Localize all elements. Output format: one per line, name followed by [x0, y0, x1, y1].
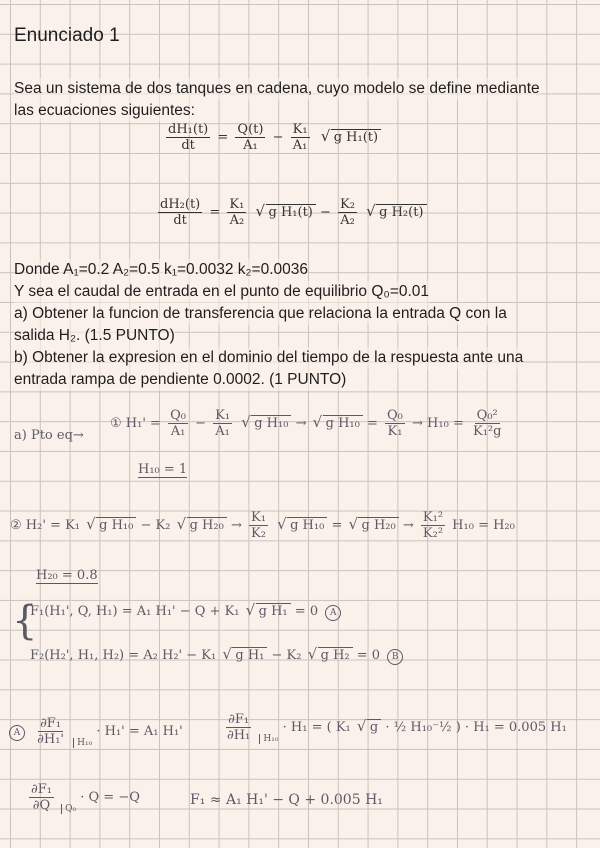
f2-tag: B — [387, 649, 403, 665]
pd2-frac — [225, 712, 252, 743]
f2-root-2: √ g H₂ — [318, 647, 353, 663]
system-brace: { — [12, 598, 38, 644]
pd1-num: ∂F₁ — [40, 716, 62, 731]
n1-f1-den: A₁ — [170, 424, 186, 439]
note-a-label: a) Pto eq→ — [14, 428, 84, 443]
parameters-line: Donde A₁=0.2 A₂=0.5 k₁=0.0032 k₂=0.0036 — [14, 259, 308, 281]
note-step-1: ① H₁' = $\frac{\text{Q₀}}{\text{A₁}}$ − $\frac{\text{K₁}}{\text{A₁}}$ √ g H₁₀ → √ g H₁₀ = $\frac{\text{Q₀}}{\text{K₁}}$ → H₁₀ = $\frac{\text{Q₀²}}{\text{K₁²g}}$ — [110, 408, 506, 439]
pd2-end: ) · H₁ = 0.005 H₁ — [455, 720, 567, 735]
eq1-root: √ g H₁(t) — [331, 129, 381, 145]
part-a-line-2: salida H₂. (1.5 PUNTO) — [14, 325, 175, 347]
pd1-rhs: · H₁' = A₁ H₁' — [96, 724, 183, 739]
note-final: F₁ ≈ A₁ H₁' − Q + 0.005 H₁ — [190, 792, 383, 808]
f1-tag: A — [325, 605, 341, 621]
n2-f1-den: K₂ — [251, 526, 266, 541]
pd3-num: ∂F₁ — [31, 782, 52, 797]
eq2-root-1: √ g H₁(t) — [266, 204, 316, 220]
pd1-tag: A — [9, 725, 25, 741]
n1-f2-den: A₁ — [215, 424, 230, 439]
eq2-term1 — [227, 197, 246, 228]
eq1-lhs — [166, 122, 210, 153]
note-pd2 — [222, 712, 567, 744]
f2-expr: F₂(H₂', H₁, H₂) = A₂ H₂' − K₁ — [30, 648, 217, 663]
n2-arrow-2: → — [402, 518, 414, 533]
n1-eq: = — [366, 416, 378, 431]
eq2-term2 — [338, 197, 357, 228]
pd2-mid: · H₁ = ( K₁ — [282, 720, 351, 735]
pd2-den: ∂H₁ — [227, 728, 251, 743]
note-f2 — [30, 648, 406, 665]
n2-eq: = — [331, 518, 343, 533]
equation-2: $\frac{\text{dH₂(t)}}{dt}$ = $\frac{\text{K₁}}{\text{A₂}}$ √ g H₁(t) − $\frac{\text{K₂}}{\text{A₂}}$ √ g H₂(t) — [155, 197, 427, 228]
pd2-root: √ g — [367, 719, 381, 735]
eq1-t2-den: A₁ — [292, 138, 308, 153]
n2-f2-num: K₁² — [422, 510, 444, 525]
eq2-root-2: √ g H₂(t) — [376, 204, 426, 220]
pd3-rhs: · Q = −Q — [80, 790, 140, 805]
f2-root-1: √ g H₁ — [232, 647, 267, 663]
eq1-t2-num: K₁ — [292, 122, 308, 137]
eq2-t1-num: K₁ — [229, 197, 245, 212]
n2-root-4: √ g H₂₀ — [358, 517, 398, 533]
n1-f2-num: K₁ — [215, 408, 231, 423]
note-h10: H₁₀ = 1 — [138, 462, 188, 477]
note-f1 — [30, 604, 344, 621]
eq2-lhs — [158, 197, 202, 228]
n1-arrow-2: → H₁₀ = — [412, 416, 464, 431]
eq1-t1-den: A₁ — [243, 138, 258, 153]
part-a-line-1: a) Obtener la funcion de transferencia que relaciona la entrada Q con la — [14, 303, 507, 325]
eq1-lhs-den: dt — [181, 138, 195, 153]
pd3-frac — [29, 782, 54, 813]
pd1-den: ∂H₁' — [37, 732, 64, 747]
intro-line-2: las ecuaciones siguientes: — [14, 100, 195, 122]
n2-root-3: √ g H₁₀ — [287, 517, 327, 533]
part-b-line-1: b) Obtener la expresion en el dominio del tiempo de la respuesta ante una — [14, 347, 523, 369]
n1-root-2: √ g H₁₀ — [323, 415, 363, 431]
n1-arrow: → — [295, 416, 307, 431]
n1-f4-num: Q₀² — [476, 408, 498, 423]
f1-end: = 0 — [294, 604, 319, 619]
note-pd3 — [26, 782, 140, 814]
n2-f2-den: K₂² — [422, 526, 444, 541]
pd1-sub: H₁₀ — [73, 738, 92, 748]
eq1-term2 — [291, 122, 310, 153]
flow-line: Y sea el caudal de entrada en el punto de equilibrio Q₀=0.01 — [14, 281, 429, 303]
n2-f1-num: K₁ — [251, 510, 266, 525]
eq2-t1-den: A₂ — [229, 213, 245, 228]
intro-line-1: Sea un sistema de dos tanques en cadena, cuyo modelo se define mediante — [14, 78, 540, 100]
n1-f1-num: Q₀ — [170, 408, 186, 423]
equation-1: $\frac{\text{dH₁(t)}}{dt}$ = $\frac{Q(t)}{\text{A₁}}$ − $\frac{\text{K₁}}{\text{A₁}}$ √ g H₁(t) — [163, 122, 381, 153]
n2-mid: − K₂ — [140, 518, 171, 533]
pd2-num: ∂F₁ — [228, 712, 250, 727]
n2-root-1: √ g H₁₀ — [96, 517, 136, 533]
pd3-sub: Q₀ — [61, 804, 76, 814]
eq1-term1 — [235, 122, 265, 153]
page-title: Enunciado 1 — [14, 25, 120, 46]
note-pd1 — [6, 716, 183, 748]
n2-frac-2 — [421, 510, 445, 541]
n1-root: √ g H₁₀ — [251, 415, 291, 431]
f1-expr: F₁(H₁', Q, H₁) = A₁ H₁' − Q + K₁ — [30, 604, 240, 619]
n2-root-2: √ g H₂₀ — [187, 517, 227, 533]
pd2-sub: H₁₀ — [259, 734, 278, 744]
eq2-lhs-num: dH₂(t) — [160, 197, 201, 212]
eq1-t1-num: Q(t) — [237, 122, 264, 137]
n2-arrow: → — [230, 518, 242, 533]
n1-frac-2 — [213, 408, 232, 439]
n1-start: ① H₁' = — [110, 416, 166, 431]
pd1-frac — [35, 716, 66, 747]
n1-frac-4 — [471, 408, 503, 439]
eq2-t2-num: K₂ — [340, 197, 355, 212]
eq2-lhs-den: dt — [173, 213, 187, 228]
eq1-lhs-num: dH₁(t) — [168, 122, 209, 137]
pd3-den: ∂Q — [32, 798, 51, 813]
n2-end: H₁₀ = H₂₀ — [452, 518, 515, 533]
n1-frac-3 — [385, 408, 405, 439]
note-h20: H₂₀ = 0.8 — [36, 568, 98, 583]
note-step-2 — [10, 510, 515, 541]
pd2-half: · ½ H₁₀⁻½ — [385, 720, 452, 735]
n2-start: ② H₂' = K₁ — [10, 518, 80, 533]
n2-frac-1 — [249, 510, 268, 541]
n1-f4-den: K₁²g — [472, 424, 502, 439]
f1-root: √ g H₁ — [256, 603, 291, 619]
n1-f3-num: Q₀ — [387, 408, 403, 423]
f2-mid: − K₂ — [271, 648, 302, 663]
f2-end: = 0 — [356, 648, 381, 663]
part-b-line-2: entrada rampa de pendiente 0.0002. (1 PUNTO) — [14, 369, 346, 391]
eq2-t2-den: A₂ — [340, 213, 355, 228]
n1-f3-den: K₁ — [387, 424, 403, 439]
n1-frac-1 — [168, 408, 188, 439]
